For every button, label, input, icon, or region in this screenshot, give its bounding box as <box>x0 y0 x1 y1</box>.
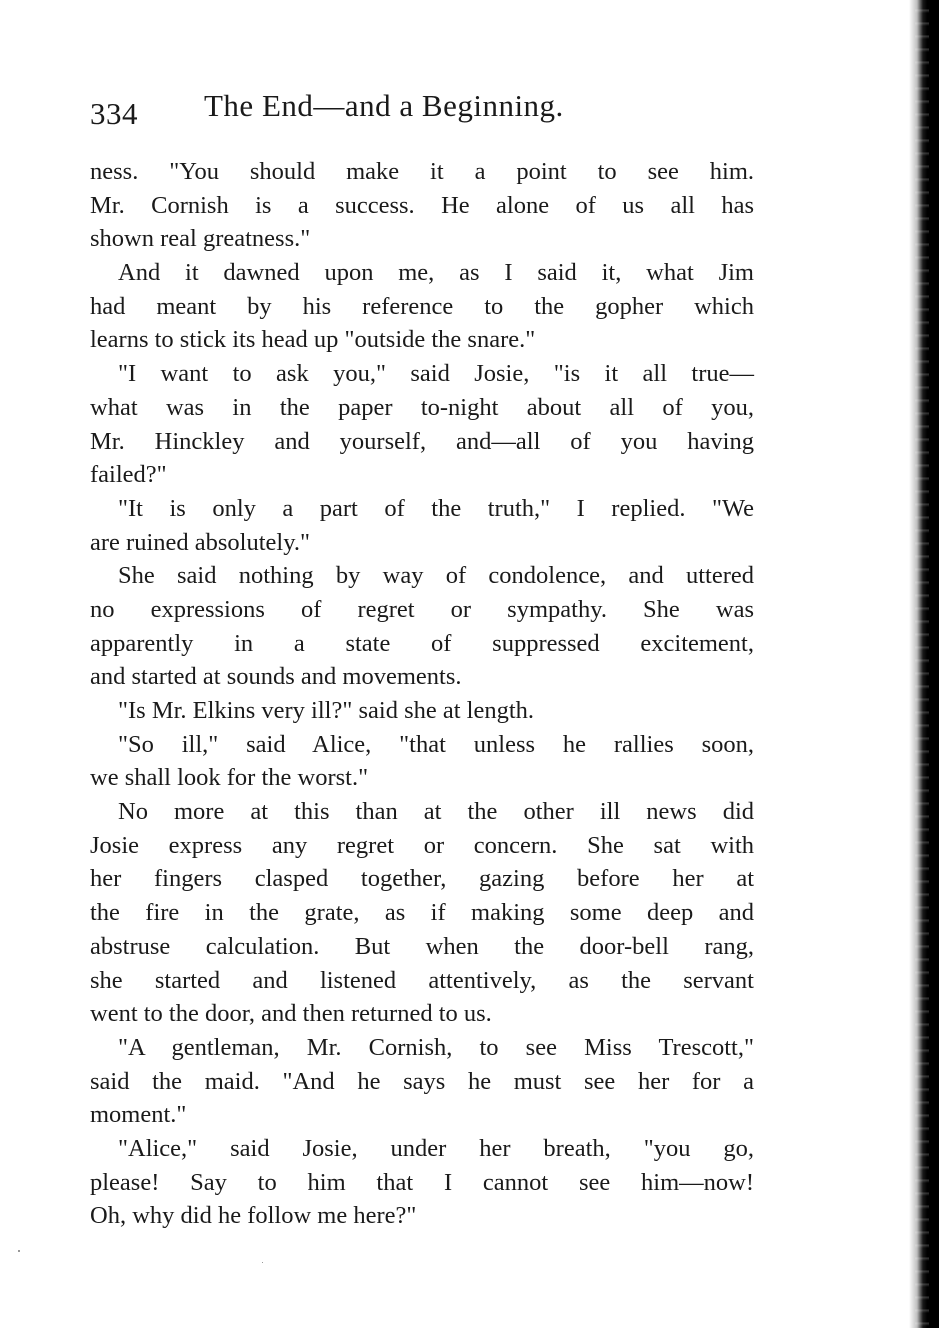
text-line: "Alice," said Josie, under her breath, "you go, <box>118 1134 754 1162</box>
text-line: And it dawned upon me, as I said it, what Jim <box>118 259 754 287</box>
text-line: please! Say to him that I cannot see him—now! <box>90 1168 754 1196</box>
page-number: 334 <box>90 96 138 131</box>
text-line: Mr. Cornish is a success. He alone of us all has <box>90 191 754 219</box>
text-line: and started at sounds and movements. <box>90 663 462 691</box>
text-line: no expressions of regret or sympathy. She was <box>90 595 754 623</box>
text-line: went to the door, and then returned to us. <box>90 1000 492 1028</box>
text-line: She said nothing by way of condolence, and uttered <box>118 562 754 590</box>
text-line: shown real greatness." <box>90 225 311 253</box>
text-line: "It is only a part of the truth," I replied. "We <box>118 494 754 522</box>
text-line: No more at this than at the other ill news did <box>118 798 754 826</box>
text-line: learns to stick its head up "outside the snare." <box>90 326 536 354</box>
running-title: The End—and a Beginning. <box>204 88 564 123</box>
text-line: failed?" <box>90 461 167 489</box>
text-line: "Is Mr. Elkins very ill?" said she at length. <box>118 697 535 724</box>
text-line: what was in the paper to-night about all of you, <box>90 393 754 421</box>
text-line: are ruined absolutely." <box>90 528 310 556</box>
text-line: her fingers clasped together, gazing before her at <box>90 865 754 893</box>
text-line: Mr. Hinckley and yourself, and—all of you having <box>90 427 754 455</box>
text-line: moment." <box>90 1101 187 1129</box>
text-line: had meant by his reference to the gopher which <box>90 292 754 320</box>
text-line: "A gentleman, Mr. Cornish, to see Miss Trescott," <box>118 1033 754 1061</box>
scan-speck <box>262 1262 263 1263</box>
text-line: abstruse calculation. But when the door-bell rang, <box>90 932 754 960</box>
text-line: she started and listened attentively, as the servant <box>90 966 754 994</box>
text-line: ness. "You should make it a point to see him. <box>90 158 754 185</box>
text-line: "So ill," said Alice, "that unless he rallies soon, <box>118 730 754 758</box>
text-line: apparently in a state of suppressed excitement, <box>90 629 754 657</box>
text-line: said the maid. "And he says he must see her for a <box>90 1067 754 1095</box>
binding-texture <box>915 0 929 1328</box>
body-text <box>90 155 754 1233</box>
text-line: "I want to ask you," said Josie, "is it all true— <box>118 360 754 388</box>
text-line: Josie express any regret or concern. She sat with <box>90 831 754 859</box>
text-line: we shall look for the worst." <box>90 764 369 792</box>
scan-speck <box>18 1250 20 1252</box>
text-line: Oh, why did he follow me here?" <box>90 1202 417 1230</box>
text-line: the fire in the grate, as if making some deep and <box>90 899 754 927</box>
